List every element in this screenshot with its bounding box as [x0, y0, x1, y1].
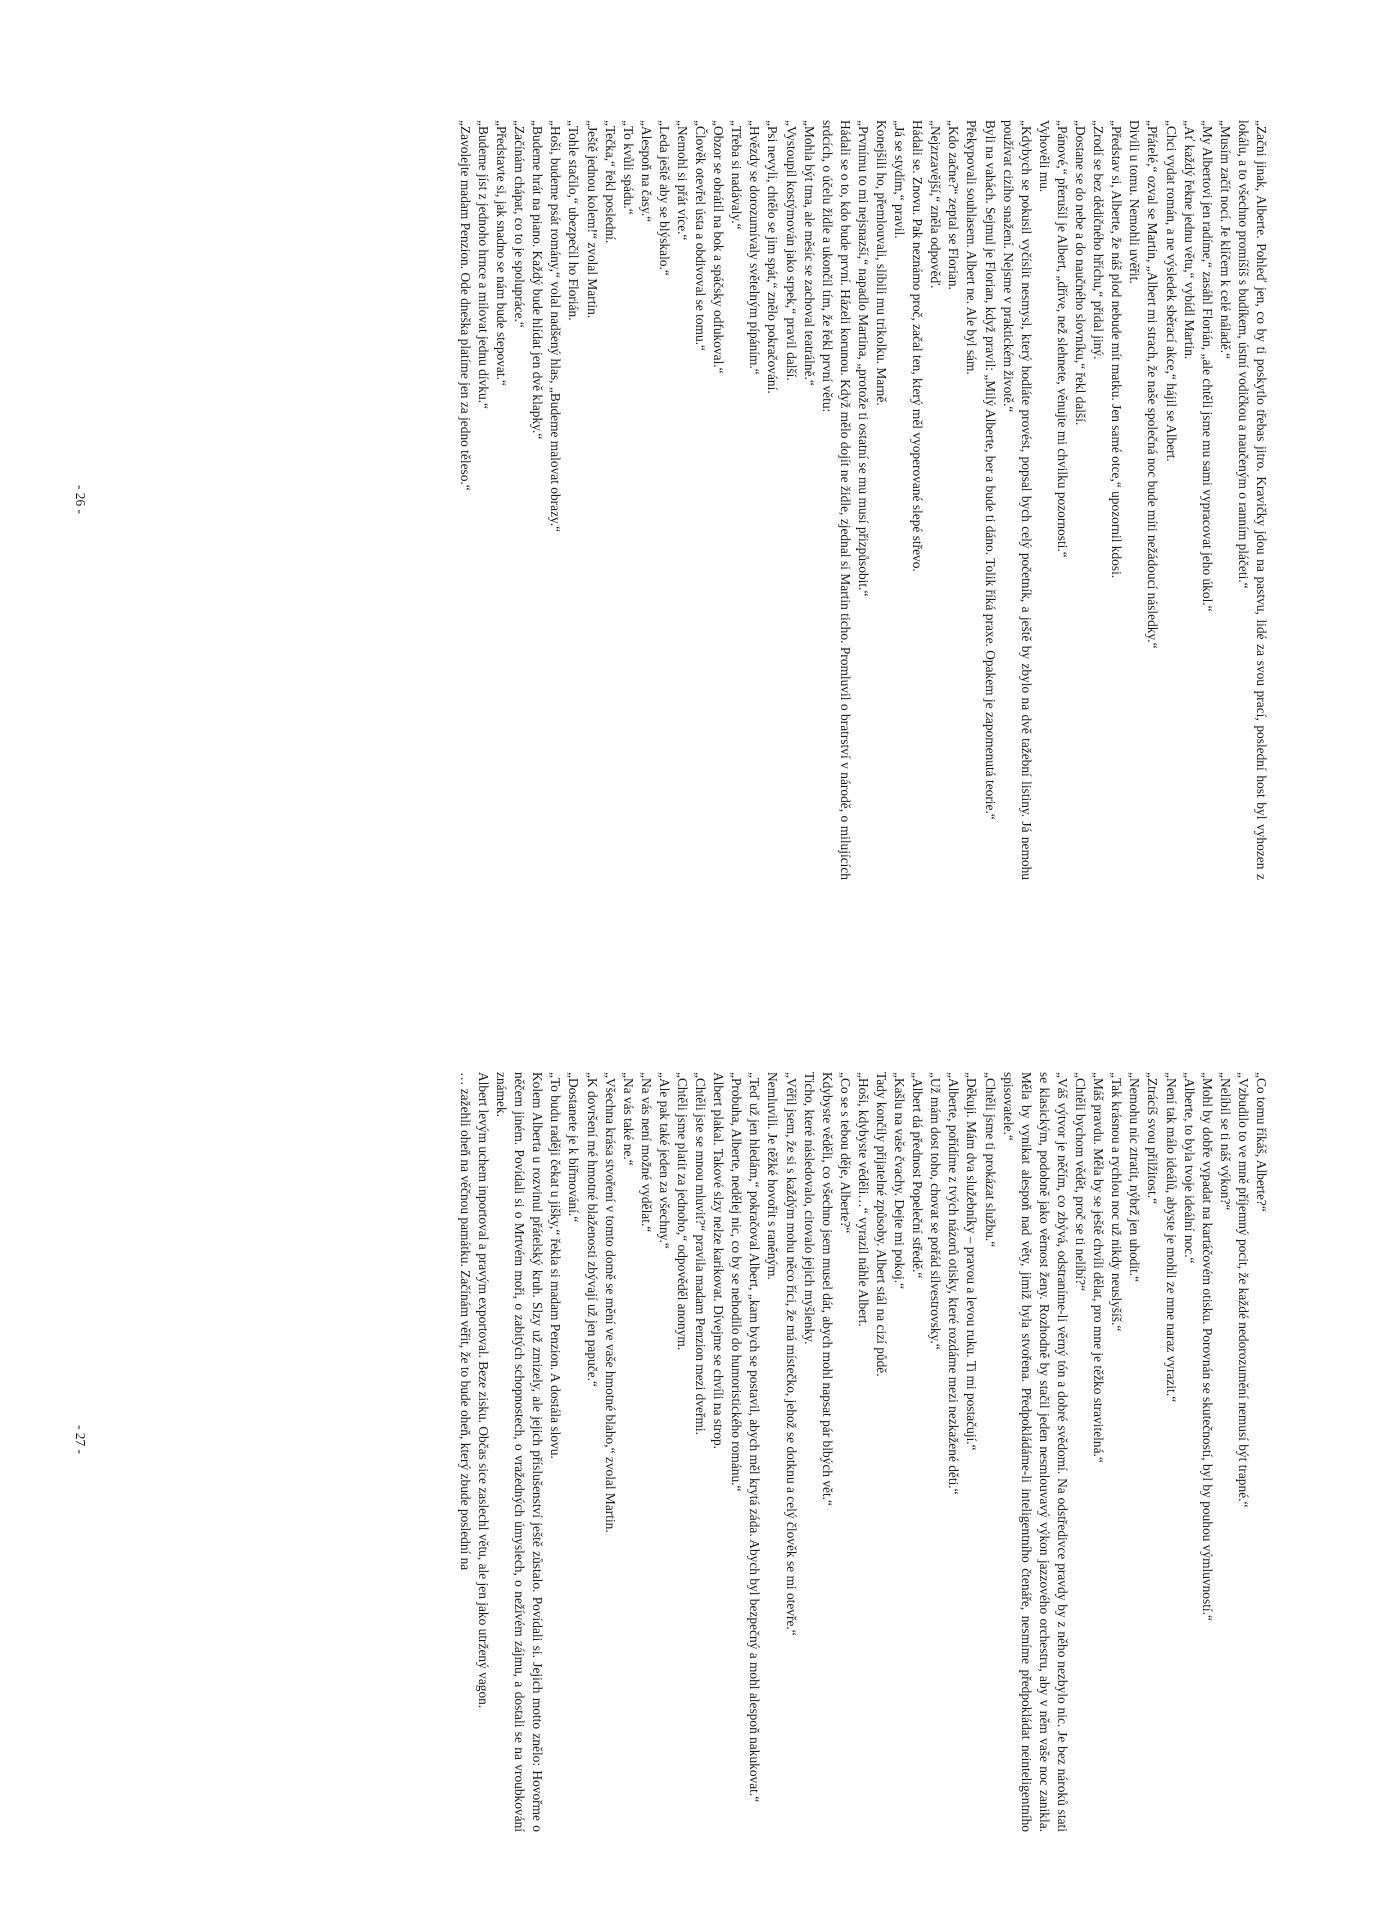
paragraph: Hádali se. Znovu. Pak neznámo proč, začal ten, který měl vyoperované slepé střevo. — [910, 120, 926, 572]
paragraph: „Psi nevyli, chtělo se jim spát,“ znělo pokračování. — [765, 120, 781, 394]
paragraph: „Zrodí se bez dědičného hříchu,“ přidal jiný. — [1091, 120, 1107, 360]
paragraph: „Nejzrzavější,“ zněla odpověď. — [928, 120, 944, 289]
page-number-26: - 26 - — [73, 484, 88, 514]
paragraph: „Kdo začne?“ zeptal se Florian. — [946, 120, 962, 290]
paragraph: „Vzbudilo to ve mně příjemný pocit, že každé nedorozumění nemusí být trapné.“ — [1235, 1072, 1251, 1508]
paragraph: Kdybyste věděli, co všechno jsem musel dát, abych mohl napsat pár blbých vět.“ — [819, 1072, 835, 1506]
paragraph: „Začni jinak, Alberte. Pohleď jen, co by ti poskytlo třebas jitro. Kravičky jdou na pastvu, lidé za svou prací, poslední host byl vyhozen z lokálu, a to všechno promíšíš s budíkem, ústní vodičkou a naučeným o ranním pláčeti.“ — [1235, 120, 1269, 880]
paragraph: „Vystoupil kostýmován jako srpek,“ pravil další. — [783, 120, 799, 381]
paragraph: „Budeme hrát na piano. Každý bude hlídat jen dvě klapky.“ — [530, 120, 546, 440]
paragraph: „Já se stydím,“ pravil. — [892, 120, 908, 239]
paragraph: „Začínám chápat, co to je spolupráce.“ — [512, 120, 528, 328]
paragraph: „Dostane se do nebe a do naučného slovníku,“ řekl další. — [1073, 120, 1089, 426]
paragraph: „Nemohu nic ztratit, nýbrž jen uhodit.“ — [1127, 1072, 1143, 1283]
paragraph: „Všechna krása stvoření v tomto domě se mění ve vaše hmotné blaho,“ zvolal Martin. — [602, 1072, 618, 1533]
paragraph: „Alberte, pořídíme z tvých názorů otisky, které rozdáme mezi nezkažené děti.“ — [946, 1072, 962, 1495]
paragraph: Překypovali souhlasem. Albert ne. Ale byl sám. — [964, 120, 980, 375]
paragraph: „Kašlu na vaše čvachy. Dejte mi pokoj.“ — [892, 1072, 908, 1290]
paragraph: „K dovršení mé hmotné blaženosti zbývají už jen papuče.“ — [584, 1072, 600, 1387]
page-26 — [0, 0, 1388, 959]
paragraph: „Není tak málo ideálů, abyste je mohli ze mne naraz vyrazit.“ — [1163, 1072, 1179, 1403]
paragraph: „Ale pak také jeden za všechny.“ — [656, 1072, 672, 1249]
paragraph: „Alberte, to byla tvoje ideální noc.“ — [1181, 1072, 1197, 1264]
paragraph: „Zavolejte madam Penzion. Ode dneška platíme jen za jedno těleso.“ — [457, 120, 473, 491]
paragraph: „Musím začít nocí. Je klíčem k celé náladě.“ — [1217, 120, 1233, 360]
paragraph: „Tak krásnou a rychlou noc už nikdy neuslyšíš.“ — [1109, 1072, 1125, 1332]
paragraph: „Kdybych se pokusil vyčíslit nesmysl, který hodláte provést, popsal bych celý početník, a ještě by zbylo na dvě tažební listiny. Já nemohu používat cizího snažení. Nejsme v praktickém životě.“ — [1000, 120, 1034, 880]
paragraph: „Už mám dost toho, chovat se pořád silvestrovsky.“ — [928, 1072, 944, 1350]
paragraph: Ticho, které následovalo, citovalo jejich myšlenky. — [801, 1072, 817, 1345]
paragraph: „Chtěli bychom vědět, proč se ti nelíbí?“ — [1073, 1072, 1089, 1292]
paragraph: „Alespoň na časy.“ — [638, 120, 654, 223]
paragraph: „Hoši, kdybyste věděli…“ vyrazil náhle Albert. — [855, 1072, 871, 1327]
paragraph: Kolem Alberta u rozvinul přátelský kruh. Slzy už zmizely, ale jejich příslušenství ještě zůstalo. Povídali si. Jejich motto znělo: Hovořme o něčem jiném. Povídali si o Mrtvém moři, o zabitých schopnostech, o vražedných úmyslech, o nežívém zájmu, a dostali se na vroubkování známek. — [494, 1072, 546, 1832]
paragraph: Tady končily přijatelné způsoby. Albert stál na cizí půdě. — [874, 1072, 890, 1377]
paragraph: „Třeba si nadávaly.“ — [729, 120, 745, 230]
paragraph: „Obzor se obrátil na bok a spáčsky odfukoval.“ — [711, 120, 727, 374]
paragraph: „Mohl by dobře vypadat na kartáčovém otisku. Porovnán se skutečností, byl by pouhou výmluvností.“ — [1199, 1072, 1215, 1621]
paragraph: „Děkuji. Mám dva služebníky – pravou a levou ruku. Ti mi postačují.“ — [964, 1072, 980, 1451]
page-27 — [0, 960, 1388, 1919]
paragraph: „Přátelé,“ ozval se Martin, „Albert mi strach, že naše společná noc bude míti nežádoucí následky.“ — [1145, 120, 1161, 649]
paragraph: „Nemohl si přát více.“ — [675, 120, 690, 241]
paragraph: „Ať každý řekne jednu větu,“ vybídl Martin. — [1181, 120, 1197, 360]
paragraph: Albert levým uchem inportoval a pravým exportoval. Beze zisku. Občas sice zaslechl větu, ale jen jako utržený vagon. — [475, 1072, 491, 1709]
paragraph: „Leda ještě aby se blýskalo.“ — [656, 120, 672, 276]
paragraph: „Tečka,“ řekl poslední. — [602, 120, 618, 244]
paragraph: „Představte si, jak snadno se nám bude stepovat.“ — [494, 120, 510, 386]
paragraph: „Chtěli jste se mnou mluvit?“ pravila madam Penzion mezi dveřmi. — [693, 1072, 709, 1435]
paragraph: Byli na vahách. Sejmul je Florian, když pravil: „Milý Alberte, ber a bude ti dáno. Tolik říká praxe. Opakem je zapomenutá teorie.“ — [982, 120, 998, 820]
paragraph: Hádali se o to, kdo bude první. Házeli korunou. Když mělo dojít ne židle, zjednal si Martin ticho. Promluvil o bratrství v národě, o milujících srdcích, o účelu židle a ukončil tím, že řekl první větu: — [819, 120, 853, 880]
paragraph: „To budu raději čekat u jišky,“ řekla si madam Penzion. A dostála slovu. — [548, 1072, 564, 1459]
paragraph: „Teď už jen hledám,“ pokračoval Albert, „kam bych se postavil, abych měl krytá záda. Abych byl bezpečný a mohl alespoň nakukovat.“ — [747, 1072, 763, 1803]
paragraph: „My Albertovi jen radíme,“ zasáhl Florián, „ale chtěli jsme mu sami vypracovat jeho úkol.“ — [1199, 120, 1215, 612]
paragraph: … zažehli oheň na věčnou památku. Začínám věřit, že to bude oheň, který zbude poslední na — [457, 1072, 473, 1571]
page-26-text — [456, 120, 1270, 880]
paragraph: „Prvnímu to mi nejsnazší,“ napadlo Martina, „protože ti ostatní se mu musí přizpůsobit.“ — [855, 120, 871, 597]
paragraph: „Co se s tebou děje, Alberte?“ — [837, 1072, 853, 1234]
paragraph: „Ztrácíš svou přilžitost.“ — [1145, 1072, 1161, 1205]
paragraph: „Věřil jsem, že si s každým mohu něco říci, že má místečko, jehož se dotknu a celý člověk se mi otevře.“ — [783, 1072, 799, 1636]
paragraph: „Ještě jednou kolem!“ zvolal Martin. — [584, 120, 600, 319]
page-number-27: - 27 - — [73, 1424, 88, 1454]
paragraph: „Nelíbil se ti náš výkon?“ — [1217, 1072, 1233, 1211]
paragraph: „Chtěli jsme ti prokázat službu.“ — [982, 1072, 998, 1248]
paragraph: „Hvězdy se dorozumívaly světelným pípáním.“ — [747, 120, 763, 375]
paragraph: Divili u tomu. Nemohli uvěřit. — [1127, 120, 1143, 284]
paragraph: „Váš výtvor je něčím, co zbývá, odstraníme-li věrný tón a dobré svědomí. Na odstředivce pravdy by z něho nezbylo nic. Je bez nároků stati se klasickým, podobně jako věrnost ženy. Rozhodně by stačil jeden nesmlouvavý výkon jazzového orchestru, aby v něm vaše noc zanikla. Měla by vynikat alespoň nad věty, jimiž byla stvořena. Předpokládáme-li inteligentního čtenáře, nesmíme předpokládat neinteligentního spisovatele.“ — [1000, 1072, 1070, 1832]
paragraph: Konejšili ho, přemlouvali, slíbili mu trikolku. Marně. — [874, 120, 890, 406]
paragraph: „Člověk otevřel ústa a obdivoval se tomu.“ — [693, 120, 709, 351]
page-27-text — [456, 1072, 1270, 1832]
paragraph: Albert plakal. Takové slzy nelze karikovat. Dívejme se chvíli na strop. — [711, 1072, 727, 1449]
paragraph: „To kvůli spádu.“ — [620, 120, 636, 215]
paragraph: „Dostanete je k biřmování.“ — [566, 1072, 582, 1223]
paragraph: „Máš pravdu. Měla by se ještě chvíli dělat, pro mne je těžko stravitelná.“ — [1091, 1072, 1107, 1463]
paragraph: Vyhověli mu. — [1036, 120, 1052, 193]
paragraph: „Albert dá přednost Popeleční středě.“ — [910, 1072, 926, 1279]
paragraph: „Představ si, Alberte, že náš plod nebude mít matku. Jen samé otce,“ upozornil kdosi. — [1109, 120, 1125, 579]
paragraph: „Na vás také ne.“ — [620, 1072, 636, 1166]
paragraph: „Budeme jíst z jednoho hrnce a milovat jednu dívku.“ — [475, 120, 491, 409]
paragraph: „Co tomu říkáš, Alberte?“ — [1254, 1072, 1269, 1212]
paragraph: „Na vás není možné vydělat.“ — [638, 1072, 654, 1233]
paragraph: Nemluvili. Je těžké hovořit s raněným. — [765, 1072, 781, 1280]
paragraph: „Pánové,“ přerušil je Albert, „dříve, než slehnete, věnujte mi chvilku pozornosti.“ — [1054, 120, 1070, 558]
paragraph: „Probuha, Alberte, nedělej nic, co by se nehodilo do humoristického románu.“ — [729, 1072, 745, 1492]
paragraph: „Chtěli jsme platit za jednoho,“ odpověděl anonym. — [675, 1072, 690, 1351]
paragraph: „Hoši, budeme psát romány,“ volal nadšený hlas, „Budeme malovat obrazy.“ — [548, 120, 564, 533]
paragraph: „Chci vydat román, a ne výsledek sběrací akce,“ hájil se Albert. — [1163, 120, 1179, 462]
paragraph: „Mohla být tma, ale měsíc se zachoval teatrálně.“ — [801, 120, 817, 386]
paragraph: „Tohle stačilo,“ ubezpečil ho Florián. — [566, 120, 582, 321]
